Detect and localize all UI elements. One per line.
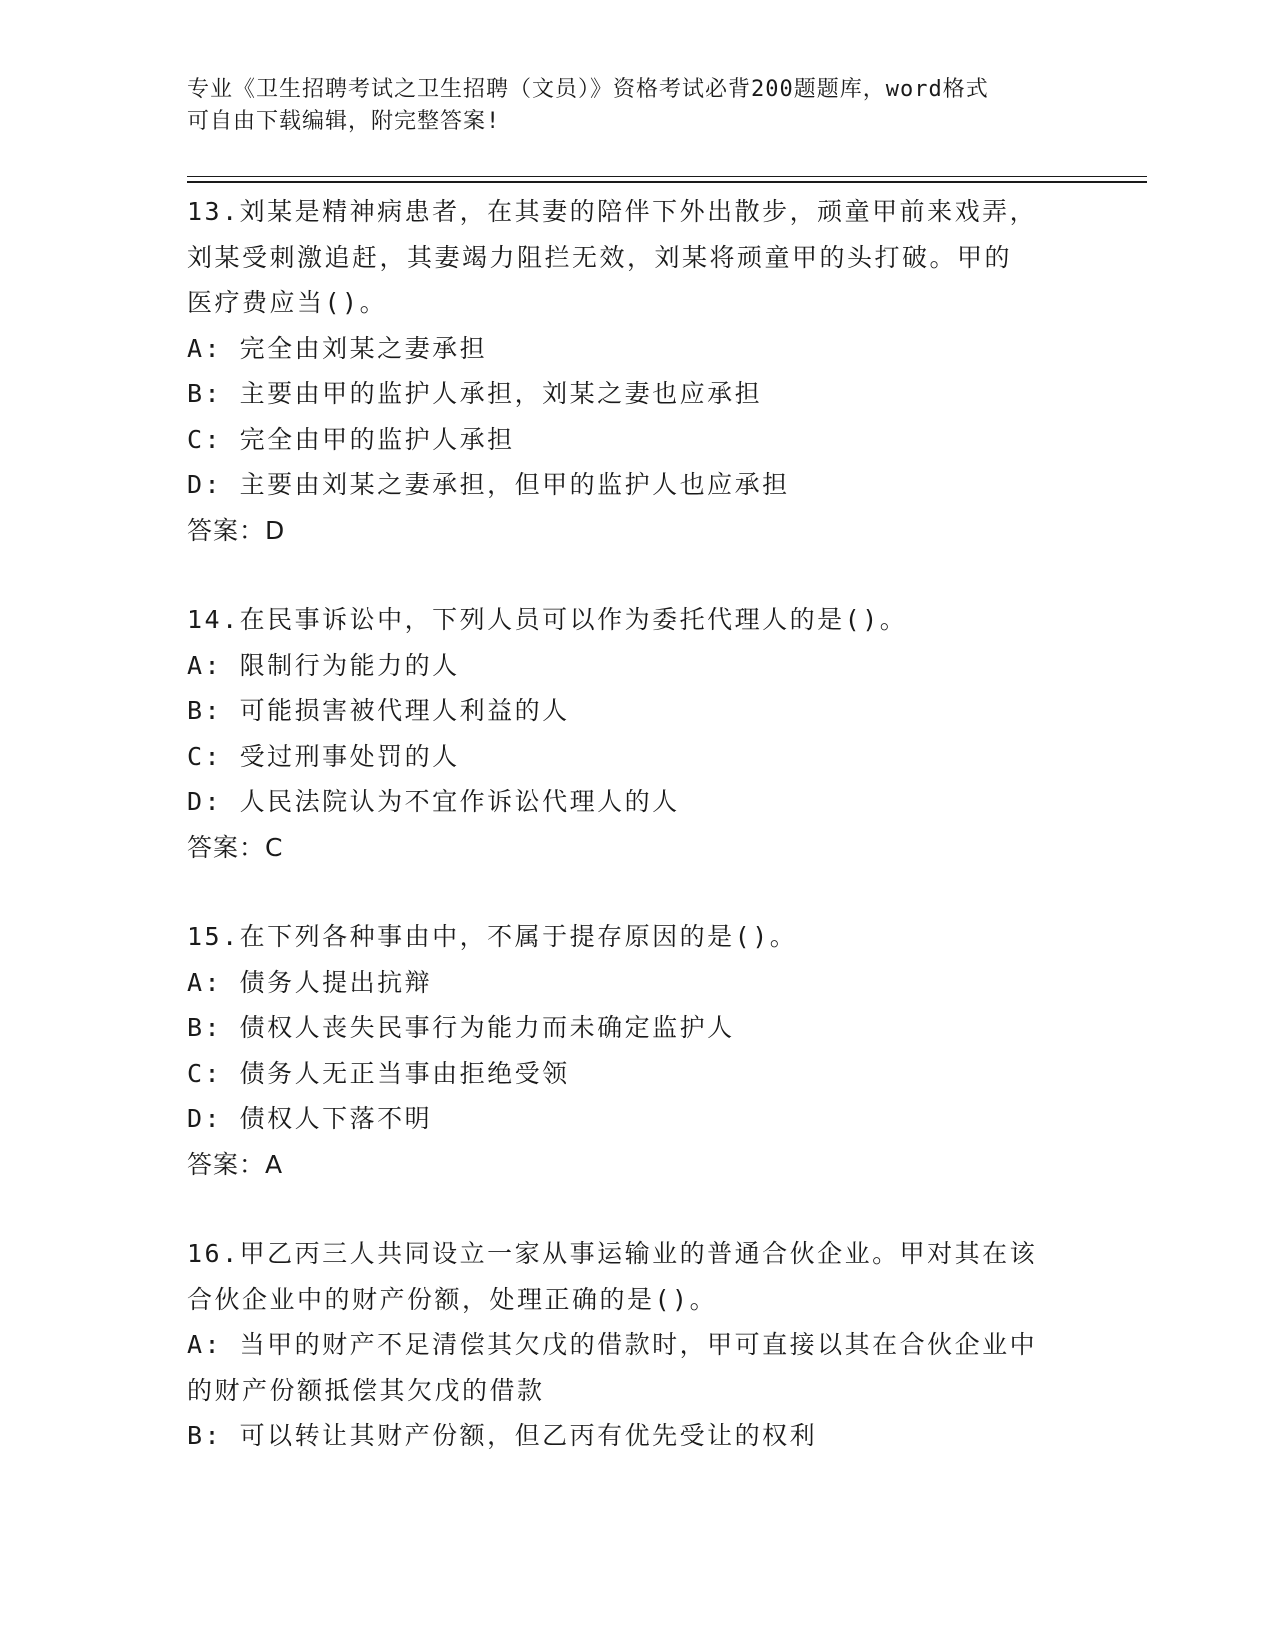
header-line-2: 可自由下载编辑，附完整答案! [187,109,501,134]
question-stem: 15.在下列各种事由中，不属于提存原因的是()。 [187,922,798,951]
question-stem: 医疗费应当()。 [187,288,388,317]
question-14 [187,597,1087,870]
option-c: C: 受过刑事处罚的人 [187,741,460,771]
option-a: A: 完全由刘某之妻承担 [187,333,488,363]
header-divider-thick [187,181,1147,183]
header-line-1: 专业《卫生招聘考试之卫生招聘（文员）》资格考试必背200题题库，word格式 [187,77,989,102]
answer-line: 答案：D [187,515,286,545]
header-divider-thin [187,176,1147,177]
question-stem: 合伙企业中的财产份额，处理正确的是()。 [187,1284,718,1314]
option-b: B: 主要由甲的监护人承担，刘某之妻也应承担 [187,379,763,408]
question-stem: 14.在民事诉讼中，下列人员可以作为委托代理人的是()。 [187,605,908,634]
option-d: D: 人民法院认为不宜作诉讼代理人的人 [187,787,680,816]
option-a: A: 债务人提出抗辩 [187,967,433,997]
question-stem: 刘某受刺激追赶，其妻竭力阻拦无效，刘某将顽童甲的头打破。甲的 [187,242,1013,272]
option-b: B: 可能损害被代理人利益的人 [187,696,570,725]
option-b: B: 债权人丧失民事行为能力而未确定监护人 [187,1013,735,1042]
answer-line: 答案：C [187,832,284,862]
question-15 [187,914,1087,1187]
question-16 [187,1231,1087,1459]
option-b: B: 可以转让其财产份额，但乙丙有优先受让的权利 [187,1421,818,1450]
question-spacer [187,1187,1087,1231]
question-list [187,189,1087,1459]
question-13 [187,189,1087,553]
question-spacer [187,870,1087,914]
answer-line: 答案：A [187,1149,284,1179]
question-stem: 16.甲乙丙三人共同设立一家从事运输业的普通合伙企业。甲对其在该 [187,1239,1038,1268]
question-stem: 13.刘某是精神病患者，在其妻的陪伴下外出散步，顽童甲前来戏弄， [187,197,1038,226]
question-spacer [187,553,1087,597]
option-a: A: 当甲的财产不足清偿其欠戊的借款时，甲可直接以其在合伙企业中 [187,1330,1038,1359]
option-a-continued: 的财产份额抵偿其欠戊的借款 [187,1375,545,1405]
document-header [187,74,1087,138]
option-d: D: 主要由刘某之妻承担，但甲的监护人也应承担 [187,470,790,499]
option-d: D: 债权人下落不明 [187,1104,433,1133]
option-a: A: 限制行为能力的人 [187,650,460,680]
option-c: C: 债务人无正当事由拒绝受领 [187,1058,570,1088]
option-c: C: 完全由甲的监护人承担 [187,424,515,454]
